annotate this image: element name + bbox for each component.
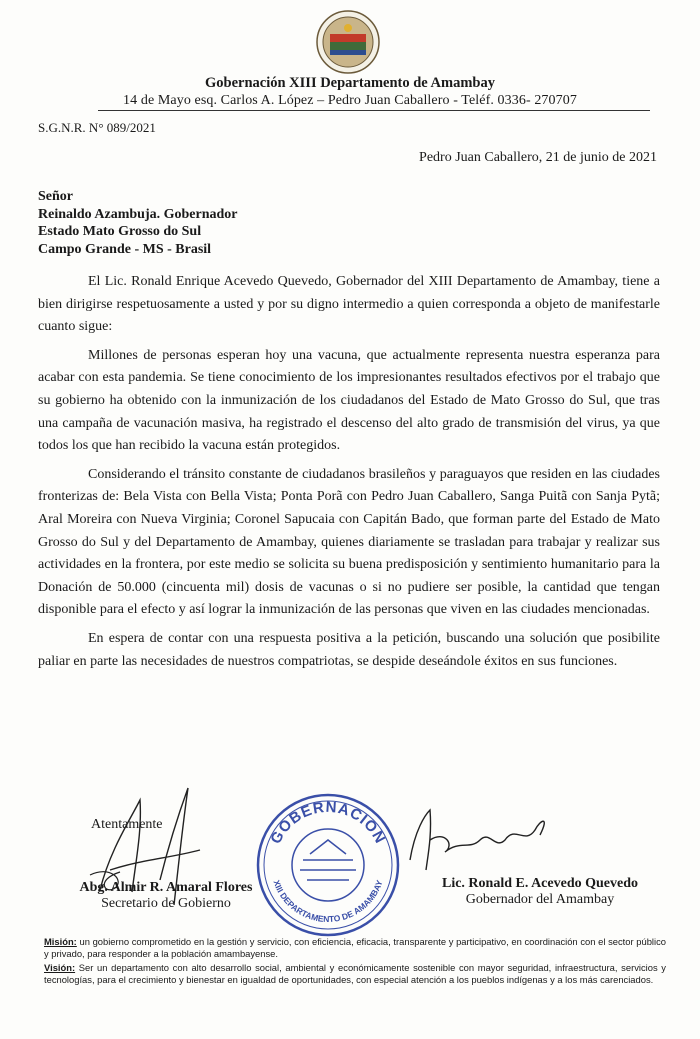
signatory-right-title: Gobernador del Amambay bbox=[465, 892, 615, 907]
stamp-bottom-text: XIII DEPARTAMENTO DE AMAMBAY bbox=[271, 878, 385, 925]
recipient-city: Campo Grande - MS - Brasil bbox=[38, 241, 212, 257]
reference-number: S.G.N.R. N° 089/2021 bbox=[38, 120, 156, 135]
stamp-top-text: GOBERNACION bbox=[267, 798, 389, 847]
signatory-left-name: Abg. Almir R. Amaral Flores bbox=[79, 880, 253, 895]
header-divider bbox=[98, 110, 650, 111]
recipient-salutation: Señor bbox=[38, 189, 73, 204]
signatory-right-name: Lic. Ronald E. Acevedo Quevedo bbox=[441, 876, 638, 891]
header-address: 14 de Mayo esq. Carlos A. López – Pedro Juan Caballero - Teléf. 0336- 270707 bbox=[123, 93, 577, 108]
signatory-left-title: Secretario de Gobierno bbox=[101, 896, 231, 911]
recipient-state: Estado Mato Grosso do Sul bbox=[38, 224, 202, 239]
footer-mission-vision bbox=[44, 936, 666, 987]
body-paragraph: El Lic. Ronald Enrique Acevedo Quevedo, Gobernador del XIII Departamento de Amambay, tiene a bien dirigirse respetuosamente a usted y por su digno intermedio a quien corresponda a objeto de manifestarle cuanto sigue: bbox=[38, 274, 660, 335]
header-title: Gobernación XIII Departamento de Amambay bbox=[205, 75, 495, 91]
letter-date: Pedro Juan Caballero, 21 de junio de 2021 bbox=[419, 150, 657, 165]
signatory-right bbox=[420, 876, 660, 908]
footer-vision bbox=[44, 962, 666, 987]
closing-text: Atentamente bbox=[91, 817, 163, 832]
signature-right-scribble bbox=[400, 800, 560, 880]
official-stamp bbox=[255, 792, 401, 938]
mision-text: un gobierno comprometido en la gestión y servicio, con eficiencia, eficacia, transparente y participativo, en coordinación con el sector público y privado, para responder a la población amambayense. bbox=[44, 936, 666, 960]
footer-mision bbox=[44, 936, 666, 961]
recipient-block bbox=[38, 188, 238, 258]
department-seal-logo bbox=[316, 10, 380, 74]
vision-text: Ser un departamento con alto desarrollo social, ambiental y económicamente sostenible con mayor seguridad, infraestructura, servicios y tecnologías, para el crecimiento y bienestar en igualdad de oportunidades, con especial atención a los pueblos indígenas y a los más carenciados. bbox=[44, 961, 666, 985]
body-paragraph: Millones de personas esperan hoy una vacuna, que actualmente representa nuestra esperanza para acabar con esta pandemia. Se tiene conocimiento de los impresionantes resultados efectivos por el trabajo que su gobierno ha obtenido con la inmunización de los ciudadanos del Estado de Mato Grosso do Sul, que tras una campaña de vacunación masiva, ha registrado el descenso del alto grado de transmisión del virus, ya que todos los que han recibido la vacuna están protegidos. bbox=[38, 347, 660, 454]
signatory-left bbox=[66, 880, 266, 912]
recipient-name: Reinaldo Azambuja. Gobernador bbox=[38, 206, 238, 222]
mision-label: Misión: bbox=[44, 936, 77, 947]
letter-body bbox=[38, 271, 660, 679]
body-paragraph: En espera de contar con una respuesta positiva a la petición, buscando una solución que posibilite paliar en parte las necesidades de nuestros compatriotas, se despide deseándole éxitos en sus funciones. bbox=[38, 630, 660, 669]
body-paragraph: Considerando el tránsito constante de ciudadanos brasileños y paraguayos que residen en las ciudades fronterizas de: Bela Vista con Bella Vista; Ponta Porã con Pedro Juan Caballero, Sanga Puitã con Sanja Pytã; Aral Moreira con Nueva Virginia; Coronel Sapucaia con Capitán Bado, que forman parte del Estado de Mato Grosso do Sul y del Departamento de Amambay, quienes diariamente se trasladan para trabajar y realizar sus actividades en la frontera, por este medio se solicita su buena predisposición y sentimiento humanitario para la Donación de 50.000 (cincuenta mil) dosis de vacunas o si no pudiere ser posible, la cantidad que tengan disponible para el efecto y así lograr la inmunización de las personas que viven en las ciudades mencionadas. bbox=[38, 466, 660, 618]
vision-label: Visión: bbox=[44, 961, 76, 973]
